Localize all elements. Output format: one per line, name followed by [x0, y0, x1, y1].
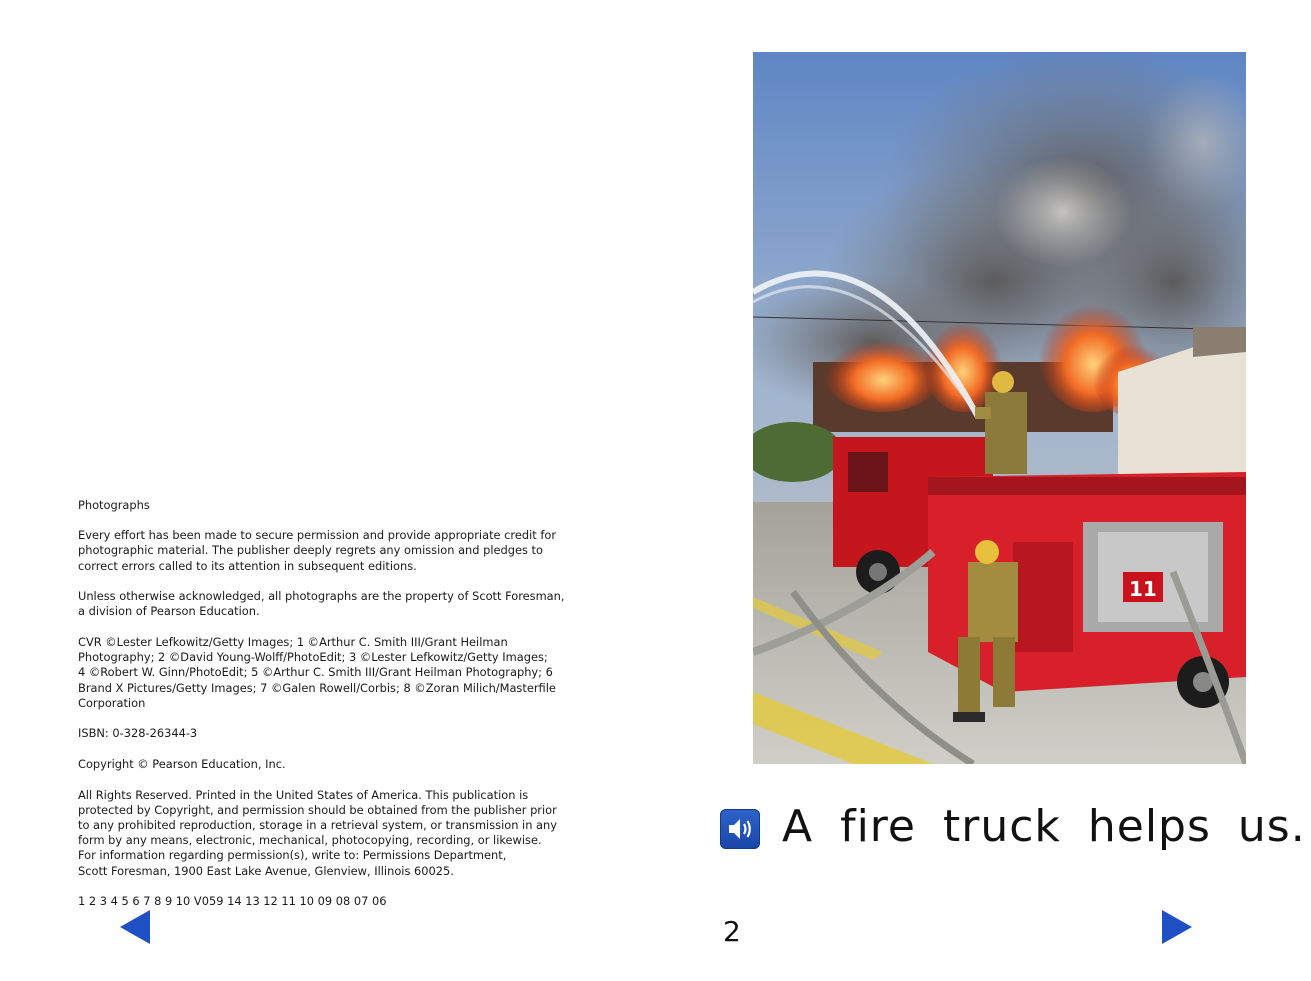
- photo-credits-text: CVR ©Lester Lefkowitz/Getty Images; 1 ©Arthur C. Smith III/Grant Heilman Photography; 2 ©David Young-Wolff/PhotoEdit; 3 ©Lester Lefkowitz/Getty Images; 4 ©Robert W. Ginn/PhotoEdit; 5 ©Arthur C. Smith III/Grant Heilman Photography; 6 Brand X Pictures/Getty Images; 7 ©Galen Rowell/Corbis; 8 ©Zoran Milich/Masterfile Corporation: [78, 635, 556, 710]
- credits-page: [78, 498, 578, 909]
- previous-arrow-icon: [118, 908, 152, 946]
- page-number: 2: [723, 915, 741, 948]
- print-line: 1 2 3 4 5 6 7 8 9 10 V059 14 13 12 11 10 09 08 07 06: [78, 894, 387, 909]
- credits-ownership-text: Unless otherwise acknowledged, all photographs are the property of Scott Foresman, a division of Pearson Education.: [78, 589, 565, 619]
- speaker-icon: [720, 809, 760, 849]
- credits-heading: Photographs: [78, 498, 150, 512]
- next-page-button[interactable]: [1160, 908, 1194, 946]
- credits-effort-text: Every effort has been made to secure permission and provide appropriate credit for photographic material. The publisher deeply regrets any omission and pledges to correct errors called to its attention in subsequent editions.: [78, 528, 557, 573]
- fire-truck-photo: [753, 52, 1246, 764]
- rights-text: All Rights Reserved. Printed in the United States of America. This publication is protected by Copyright, and permission should be obtained from the publisher prior to any prohibited reproduction, storage in a retrieval system, or transmission in any form by any means, electronic, mechanical, photocopying, recording, or likewise. For information regarding permission(s), write to: Permissions Department, Scott Foresman, 1900 East Lake Avenue, Glenview, Illinois 60025.: [78, 787, 557, 878]
- copyright-text: Copyright © Pearson Education, Inc.: [78, 757, 286, 771]
- story-sentence: A fire truck helps us.: [782, 801, 1306, 852]
- next-arrow-icon: [1160, 908, 1194, 946]
- truck-number-label: 11: [1129, 577, 1157, 601]
- previous-page-button[interactable]: [118, 908, 152, 946]
- isbn-text: ISBN: 0-328-26344-3: [78, 726, 198, 741]
- audio-play-button[interactable]: [720, 809, 760, 849]
